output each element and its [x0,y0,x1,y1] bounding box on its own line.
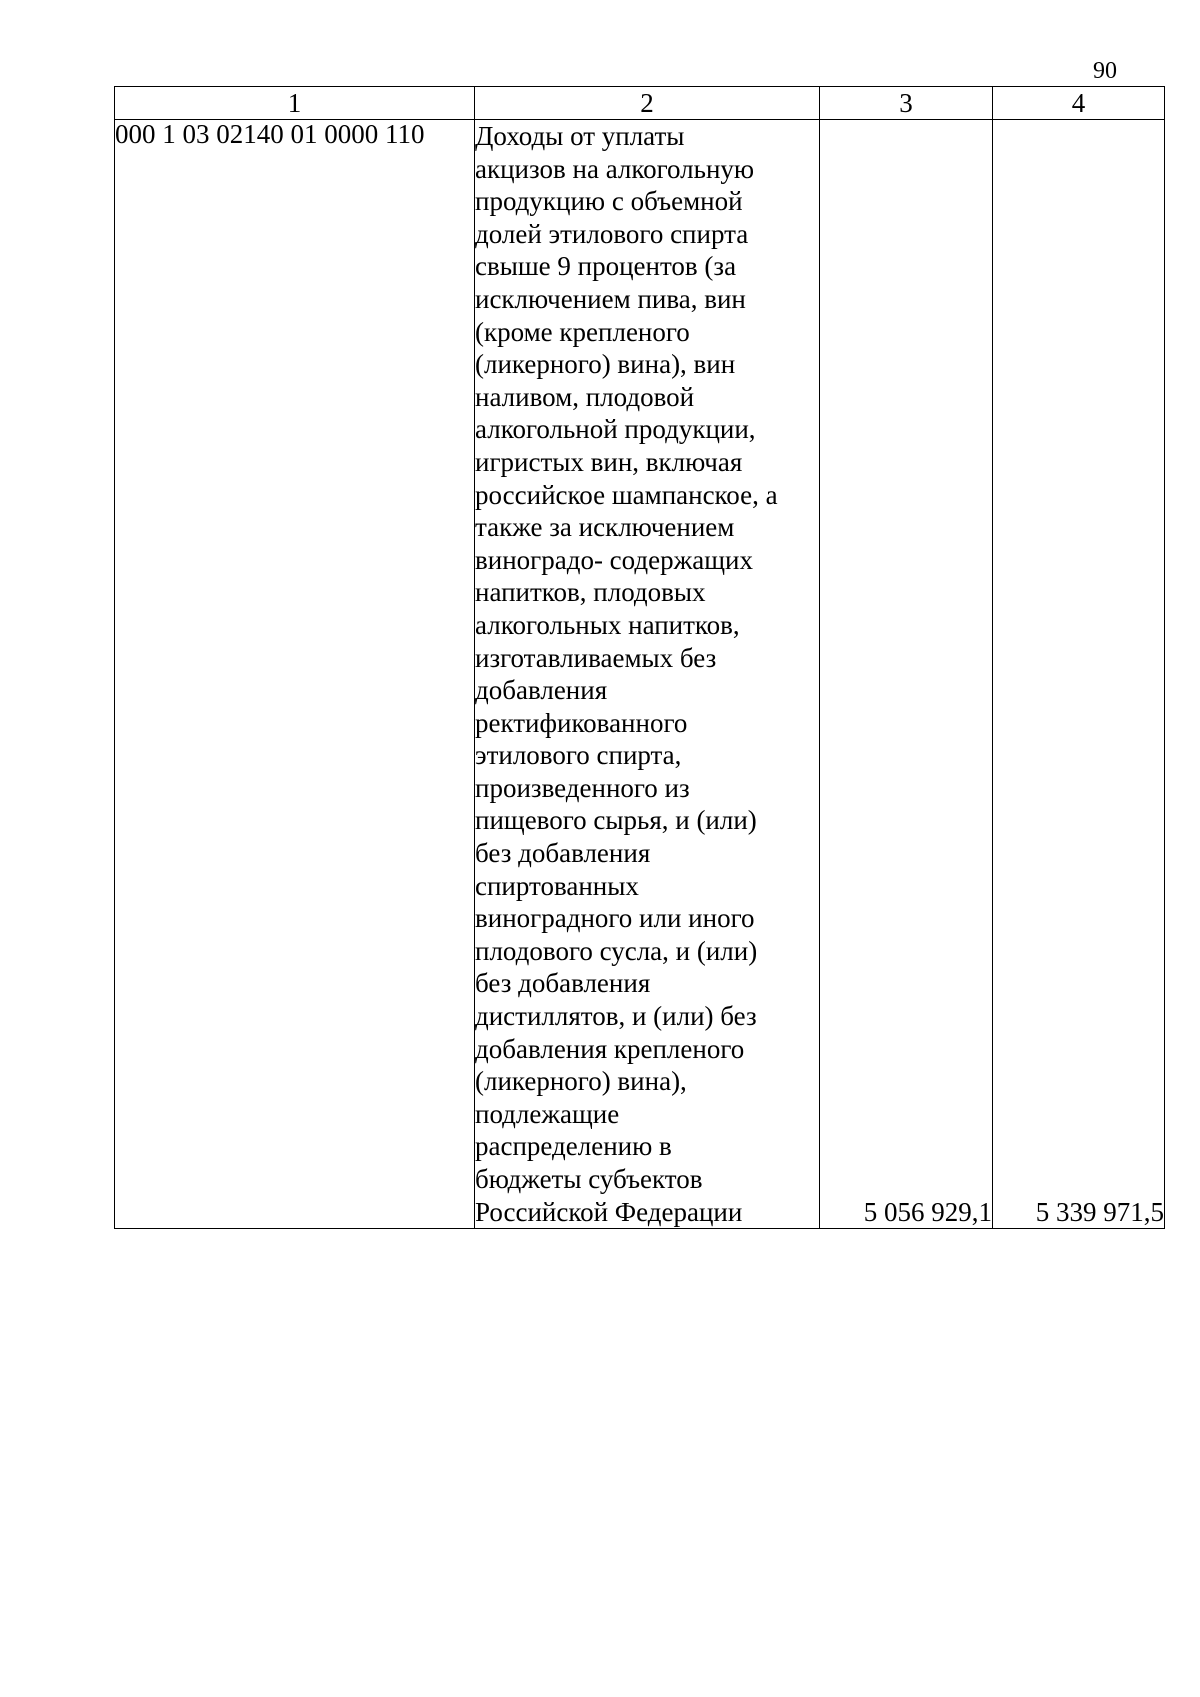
description-line: подлежащие [475,1098,620,1129]
description-line: без добавления [475,968,651,999]
description-line: ректификованного [475,707,688,738]
table-row [115,120,1165,1229]
description-line: (ликерного) вина), [475,1066,687,1097]
description-line: (кроме крепленого [475,316,690,347]
table-header-row [115,87,1165,120]
column-header-4: 4 [993,87,1165,120]
budget-table [114,86,1165,1229]
description-line: бюджеты субъектов [475,1164,703,1194]
description-line: спиртованных [475,870,639,901]
description-line: виноградо- содержащих [475,544,753,575]
description-line: продукцию с объемной [475,186,743,217]
description-line: акцизов на алкогольную [475,153,755,184]
description-line: свыше 9 процентов (за [475,251,737,282]
description-line: распределению в [475,1131,672,1162]
description-line: (ликерного) вина), вин [475,349,736,380]
description-line: виноградного или иного [475,903,755,934]
description-line: произведенного из [475,772,690,803]
description-line: наливом, плодовой [475,381,695,412]
description-line: этилового спирта, [475,740,682,771]
column-header-3: 3 [820,87,993,120]
description-line: алкогольных напитков, [475,609,740,640]
description-line: исключением пива, вин [475,283,746,314]
amount-column-4-cell: 5 339 971,5 [993,120,1165,1229]
description-line: без добавления [475,838,651,869]
description-line: добавления крепленого [475,1033,745,1064]
description-line: Российской Федерации [475,1196,743,1227]
description-line: игристых вин, включая [475,446,743,477]
page-number: 90 [1093,58,1117,84]
description-line: напитков, плодовых [475,577,706,608]
description-line: плодового сусла, и (или) [475,935,758,966]
description-line: дистиллятов, и (или) без [475,1001,757,1032]
amount-column-3-cell: 5 056 929,1 [820,120,993,1229]
description-line: алкогольной продукции, [475,414,756,445]
description-line: добавления [475,675,608,706]
description-line: пищевого сырья, и (или) [475,805,757,836]
column-header-2: 2 [475,87,820,120]
description-line: российское шампанское, а [475,479,778,510]
description-line: изготавливаемых без [475,642,717,673]
budget-code-cell: 000 1 03 02140 01 0000 110 [115,120,475,1229]
description-line: долей этилового спирта [475,218,749,249]
column-header-1: 1 [115,87,475,120]
description-line: также за исключением [475,512,735,543]
description-cell [475,120,820,1229]
description-line: Доходы от уплаты [475,121,685,151]
